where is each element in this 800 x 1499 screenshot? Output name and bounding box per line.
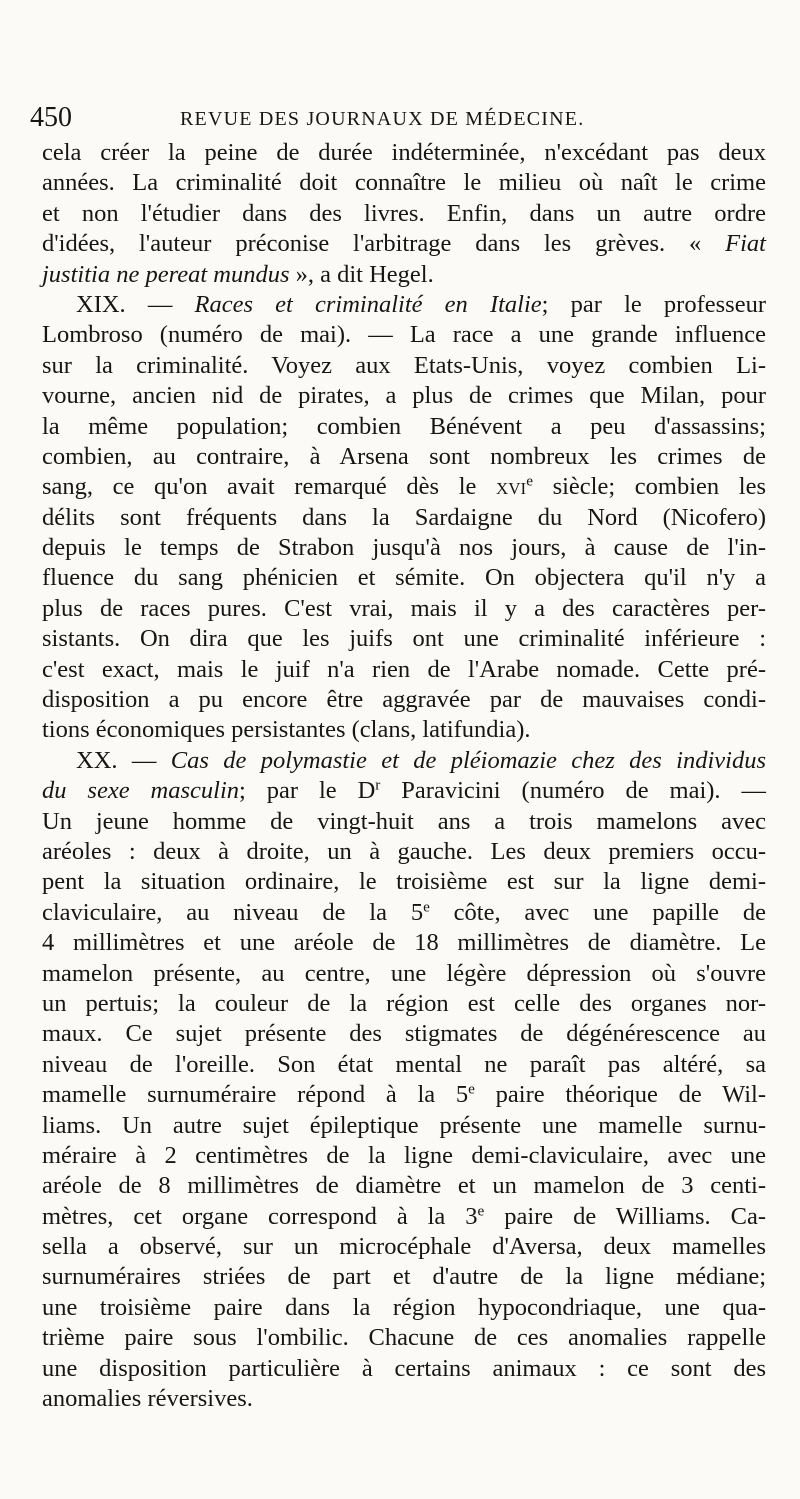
century-numeral: xvi [496,473,527,501]
text-line: depuis le temps de Strabon jusqu'à nos jours, à cause de l'in- [42,534,766,562]
text-line: années. La criminalité doit connaître le milieu où naît le crime [42,169,766,197]
superscript: e [526,472,533,490]
text-segment: mètres, cet organe correspond à la 3 [42,1202,478,1230]
text-segment: ; par le professeur [541,290,766,318]
text-line: vourne, ancien nid de pirates, a plus de crimes que Milan, pour [42,382,766,410]
text-line: une disposition particulière à certains animaux : ce sont des [42,1354,766,1382]
section-heading-xx [42,746,766,776]
text-line: un pertuis; la couleur de la région est celle des organes nor- [42,989,766,1017]
text-segment: ; par le D [239,777,376,805]
text-line: combien, au contraire, à Arsena sont nombreux les crimes de [42,442,766,470]
section-title: du sexe masculin [42,777,239,805]
text-line: sistants. On dira que les juifs ont une criminalité inférieure : [42,625,766,653]
text-segment: paire de Williams. Ca- [484,1202,766,1230]
text-line: surnuméraires striées de part et d'autre de la ligne médiane; [42,1263,766,1291]
text-line: cela créer la peine de durée indéterminée, n'excédant pas deux [42,139,766,166]
text-line: 4 millimètres et une aréole de 18 millimètres de diamètre. Le [42,929,766,957]
body-text [42,138,766,1414]
text-line: c'est exact, mais le juif n'a rien de l'Arabe nomade. Cette pré- [42,655,766,683]
text-line: la même population; combien Bénévent a peu d'assassins; [42,412,766,440]
text-line: et non l'étudier dans des livres. Enfin, dans un autre ordre [42,199,766,227]
text-line [42,229,766,259]
text-line: sella a observé, sur un microcéphale d'Aversa, deux mamelles [42,1233,766,1261]
page-header [30,100,630,136]
text-segment: claviculaire, au niveau de la 5 [42,898,424,926]
text-line: une troisième paire dans la région hypocondriaque, une qua- [42,1293,766,1321]
text-line: liams. Un autre sujet épileptique présente une mamelle surnu- [42,1111,766,1139]
text-line [42,776,766,806]
superscript: e [423,898,430,916]
text-line [42,1202,766,1232]
section-title: Cas de polymastie et de pléiomazie chez des individus [170,746,766,774]
text-line: trième paire sous l'ombilic. Chacune de ces anomalies rappelle [42,1324,766,1352]
section-heading-xix [42,290,766,320]
superscript: e [468,1080,475,1098]
text-segment: Paravicini (numéro de mai). — [380,777,766,805]
text-line: Un jeune homme de vingt-huit ans a trois mamelons avec [42,807,766,835]
text-segment: mamelle surnuméraire répond à la 5 [42,1081,469,1109]
text-line: mamelon présente, au centre, une légère dépression où s'ouvre [42,959,766,987]
section-title: Races et criminalité en Italie [194,290,542,318]
text-line [42,1080,766,1110]
text-line: plus de races pures. C'est vrai, mais il y a des caractères per- [42,594,766,622]
text-line [42,472,766,502]
text-line: pent la situation ordinaire, le troisième est sur la ligne demi- [42,868,766,896]
superscript: r [375,776,381,794]
text-line: disposition a pu encore être aggravée par de mauvaises condi- [42,686,766,714]
text-line: fluence du sang phénicien et sémite. On objectera qu'il n'y a [42,564,766,592]
text-segment: côte, avec une papille de [429,898,766,926]
text-segment: d'idées, l'auteur préconise l'arbitrage dans les grèves. « [42,230,726,258]
section-number: XIX. — [76,290,195,318]
page-number: 450 [30,102,72,133]
text-line: anomalies réversives. [42,1385,253,1413]
superscript: e [477,1202,485,1220]
latin-quote: Fiat [725,230,766,258]
text-line: niveau de l'oreille. Son état mental ne paraît pas altéré, sa [42,1050,766,1078]
text-line: aréole de 8 millimètres de diamètre et un mamelon de 3 centi- [42,1172,766,1200]
text-line: tions économiques persistantes (clans, latifundia). [42,716,531,744]
text-line [42,260,766,290]
text-line: sur la criminalité. Voyez aux Etats-Unis, voyez combien Li- [42,351,766,379]
running-title: REVUE DES JOURNAUX DE MÉDECINE. [180,108,585,130]
text-segment: siècle; combien les [532,473,766,501]
text-line: Lombroso (numéro de mai). — La race a une grande influence [42,321,766,349]
text-line: méraire à 2 centimètres de la ligne demi-claviculaire, avec une [42,1141,766,1169]
text-line [42,898,766,928]
latin-quote: justitia ne pereat mundus [42,260,290,288]
text-segment: sang, ce qu'on avait remarqué dès le [42,473,496,501]
text-line: délits sont fréquents dans la Sardaigne du Nord (Nicofero) [42,503,766,531]
text-segment: paire théorique de Wil- [474,1081,766,1109]
text-line: aréoles : deux à droite, un à gauche. Les deux premiers occu- [42,837,766,865]
text-line: maux. Ce sujet présente des stigmates de dégénérescence au [42,1020,766,1048]
text-segment: », a dit Hegel. [289,260,434,288]
section-number: XX. — [76,746,171,774]
